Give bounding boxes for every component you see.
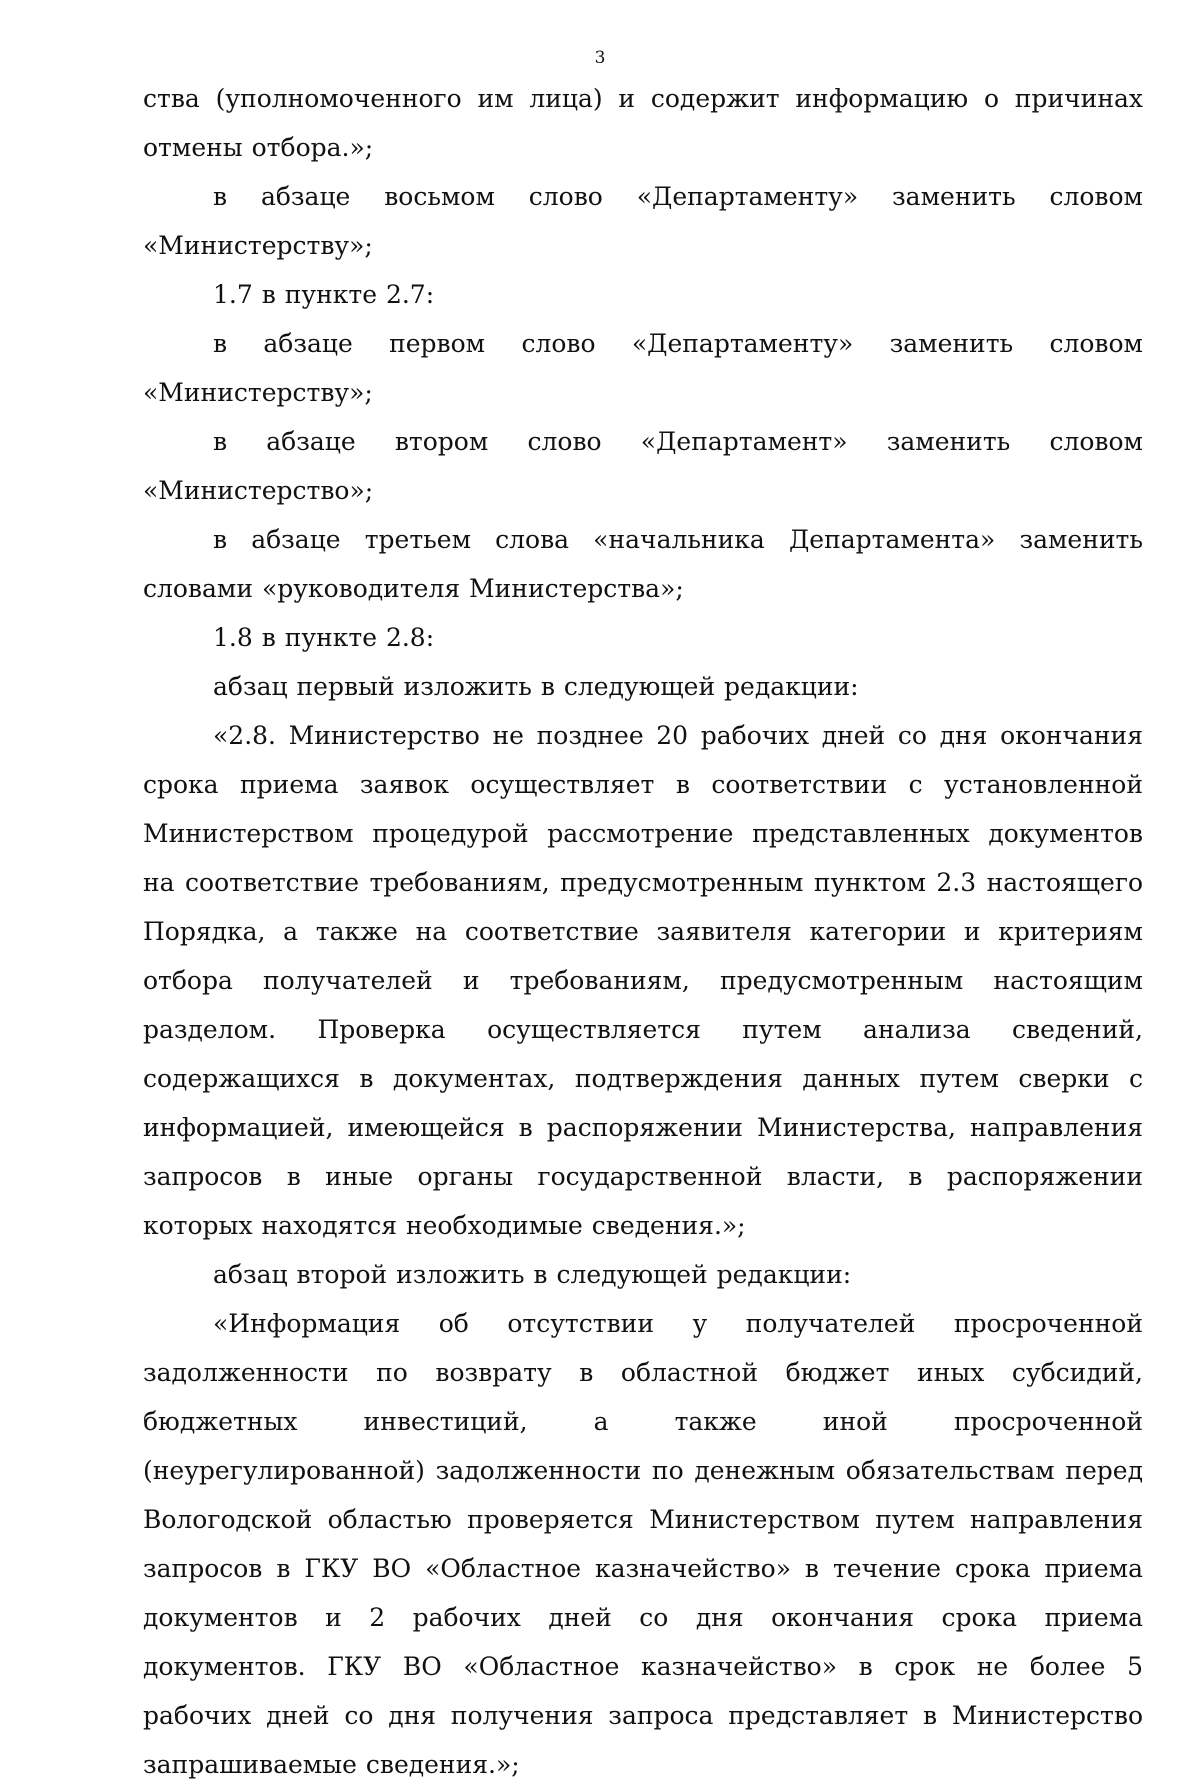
page-number: 3 <box>594 48 606 68</box>
paragraph: в абзаце восьмом слово «Департаменту» заменить словом «Министерству»; <box>143 182 1143 260</box>
paragraph: 1.8 в пункте 2.8: <box>213 623 435 652</box>
paragraph: в абзаце первом слово «Департаменту» заменить словом «Министерству»; <box>143 329 1143 407</box>
paragraph: «Информация об отсутствии у получателей просроченной задолженности по возврату в областной бюджет иных субсидий, бюджетных инвестиций, а также иной просроченной (неурегулированной) задолженности по денежным обязательствам перед Вологодской областью проверяется Министерством путем направления запросов в ГКУ ВО «Областное казначейство» в течение срока приема документов и 2 рабочих дней со дня окончания срока приема документов. ГКУ ВО «Областное казначейство» в срок не более 5 рабочих дней со дня получения запроса представляет в Министерство запрашиваемые сведения.»; <box>143 1309 1143 1779</box>
paragraph: абзац второй изложить в следующей редакции: <box>213 1260 852 1289</box>
paragraph: ства (уполномоченного им лица) и содержит информацию о причинах отмены отбора.»; <box>143 84 1143 162</box>
paragraph: «2.8. Министерство не позднее 20 рабочих дней со дня окончания срока приема заявок осуществляет в соответствии с установленной Министерством процедурой рассмотрение представленных документов на соответствие требованиям, предусмотренным пунктом 2.3 настоящего Порядка, а также на соответствие заявителя категории и критериям отбора получателей и требованиям, предусмотренным настоящим разделом. Проверка осуществляется путем анализа сведений, содержащихся в документах, подтверждения данных путем сверки с информацией, имеющейся в распоряжении Министерства, направления запросов в иные органы государственной власти, в распоряжении которых находятся необходимые сведения.»; <box>143 721 1143 1240</box>
paragraph: абзац первый изложить в следующей редакции: <box>213 672 859 701</box>
paragraph: в абзаце третьем слова «начальника Департамента» заменить словами «руководителя Министерства»; <box>143 525 1143 603</box>
document-body <box>143 74 1143 1789</box>
paragraph: 1.7 в пункте 2.7: <box>213 280 435 309</box>
paragraph: в абзаце втором слово «Департамент» заменить словом «Министерство»; <box>143 427 1143 505</box>
